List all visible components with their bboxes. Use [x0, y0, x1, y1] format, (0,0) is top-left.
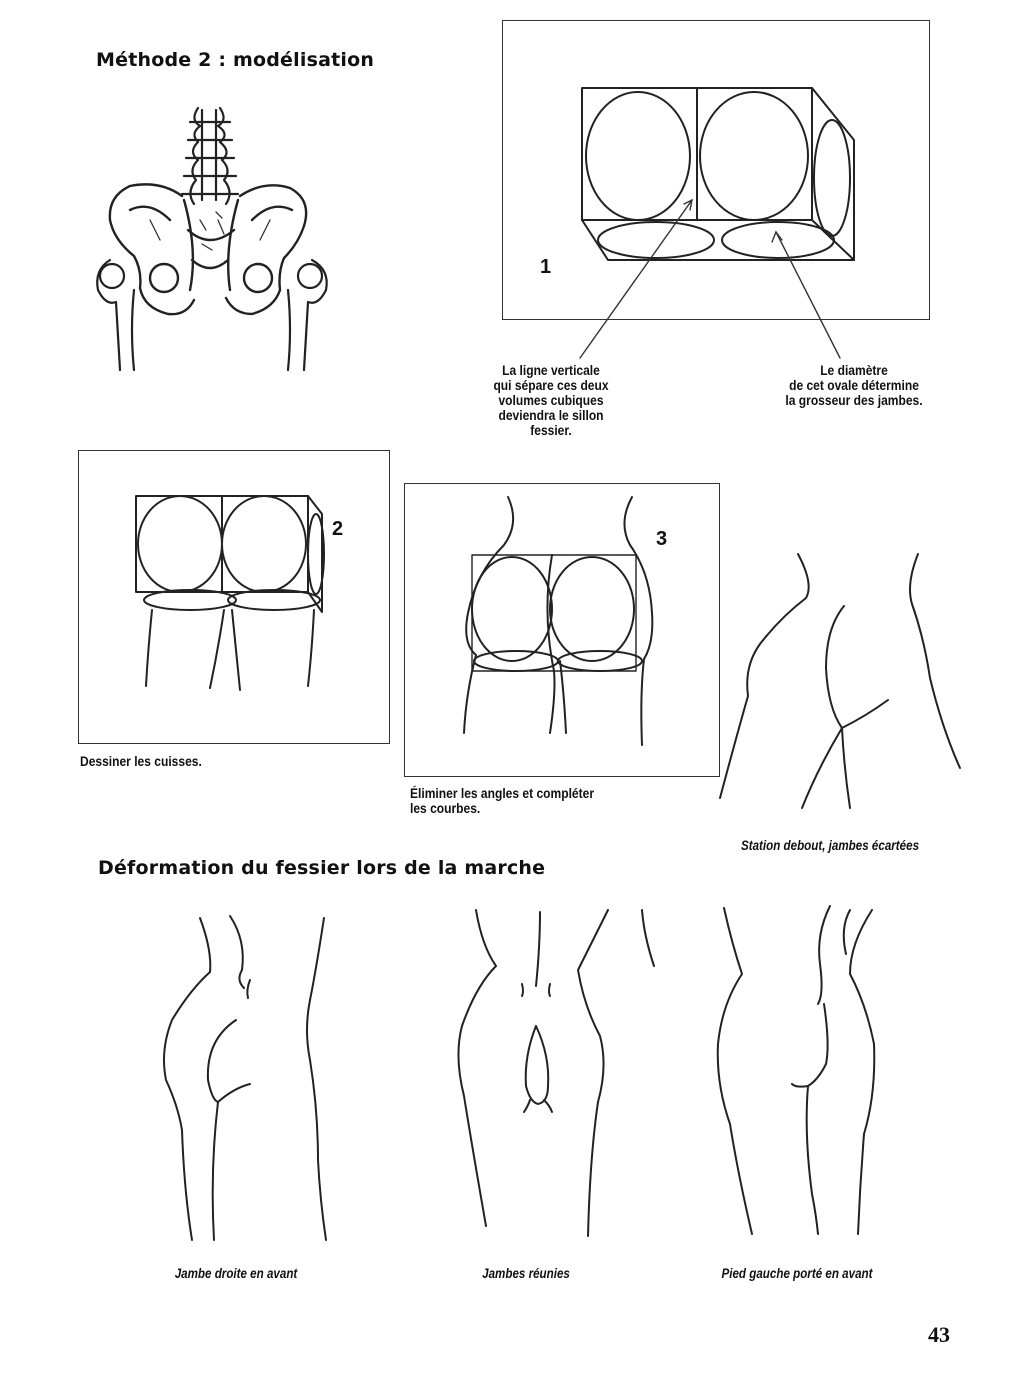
figure1-callout-right — [768, 363, 940, 408]
figure3-caption-line: Éliminer les angles et compléter — [410, 785, 595, 801]
walk-figure-right-leg-forward — [150, 910, 350, 1250]
figure3-number: 3 — [656, 528, 668, 550]
figure3-caption-line: les courbes. — [410, 800, 481, 816]
figure3-curves-diagram — [404, 483, 720, 777]
figure2-thighs-diagram — [78, 450, 390, 744]
section-title-modelisation: Méthode 2 : modélisation — [96, 49, 375, 71]
walk-caption-1: Jambe droite en avant — [174, 1266, 298, 1281]
walk-caption-2: Jambes réunies — [482, 1266, 570, 1281]
callout-left-line: volumes cubiques — [498, 392, 604, 408]
figure4-caption: Station debout, jambes écartées — [740, 838, 920, 853]
figure2-caption: Dessiner les cuisses. — [80, 753, 202, 769]
walk-caption-3: Pied gauche porté en avant — [721, 1266, 873, 1281]
figure1-callout-arrows — [500, 190, 860, 370]
figure3-caption — [410, 786, 594, 816]
figure4-standing-legs-apart — [710, 548, 970, 808]
figure2-number: 2 — [332, 518, 344, 540]
figure1-callout-left — [478, 363, 624, 438]
callout-right-line: de cet ovale détermine — [789, 377, 919, 393]
page-number: 43 — [928, 1322, 950, 1347]
figure1-number: 1 — [540, 256, 552, 278]
walk-figure-legs-together — [440, 906, 670, 1246]
pelvis-skeleton-illustration — [90, 100, 340, 380]
section-title-deformation: Déformation du fessier lors de la marche — [98, 857, 546, 879]
callout-left-line: fessier. — [530, 422, 572, 438]
callout-left-line: La ligne verticale — [502, 362, 600, 378]
walk-figure-left-foot-forward — [700, 904, 900, 1244]
callout-right-line: la grosseur des jambes. — [785, 392, 923, 408]
callout-right-line: Le diamètre — [820, 362, 888, 378]
callout-left-line: deviendra le sillon — [498, 407, 604, 423]
callout-left-line: qui sépare ces deux — [493, 377, 609, 393]
